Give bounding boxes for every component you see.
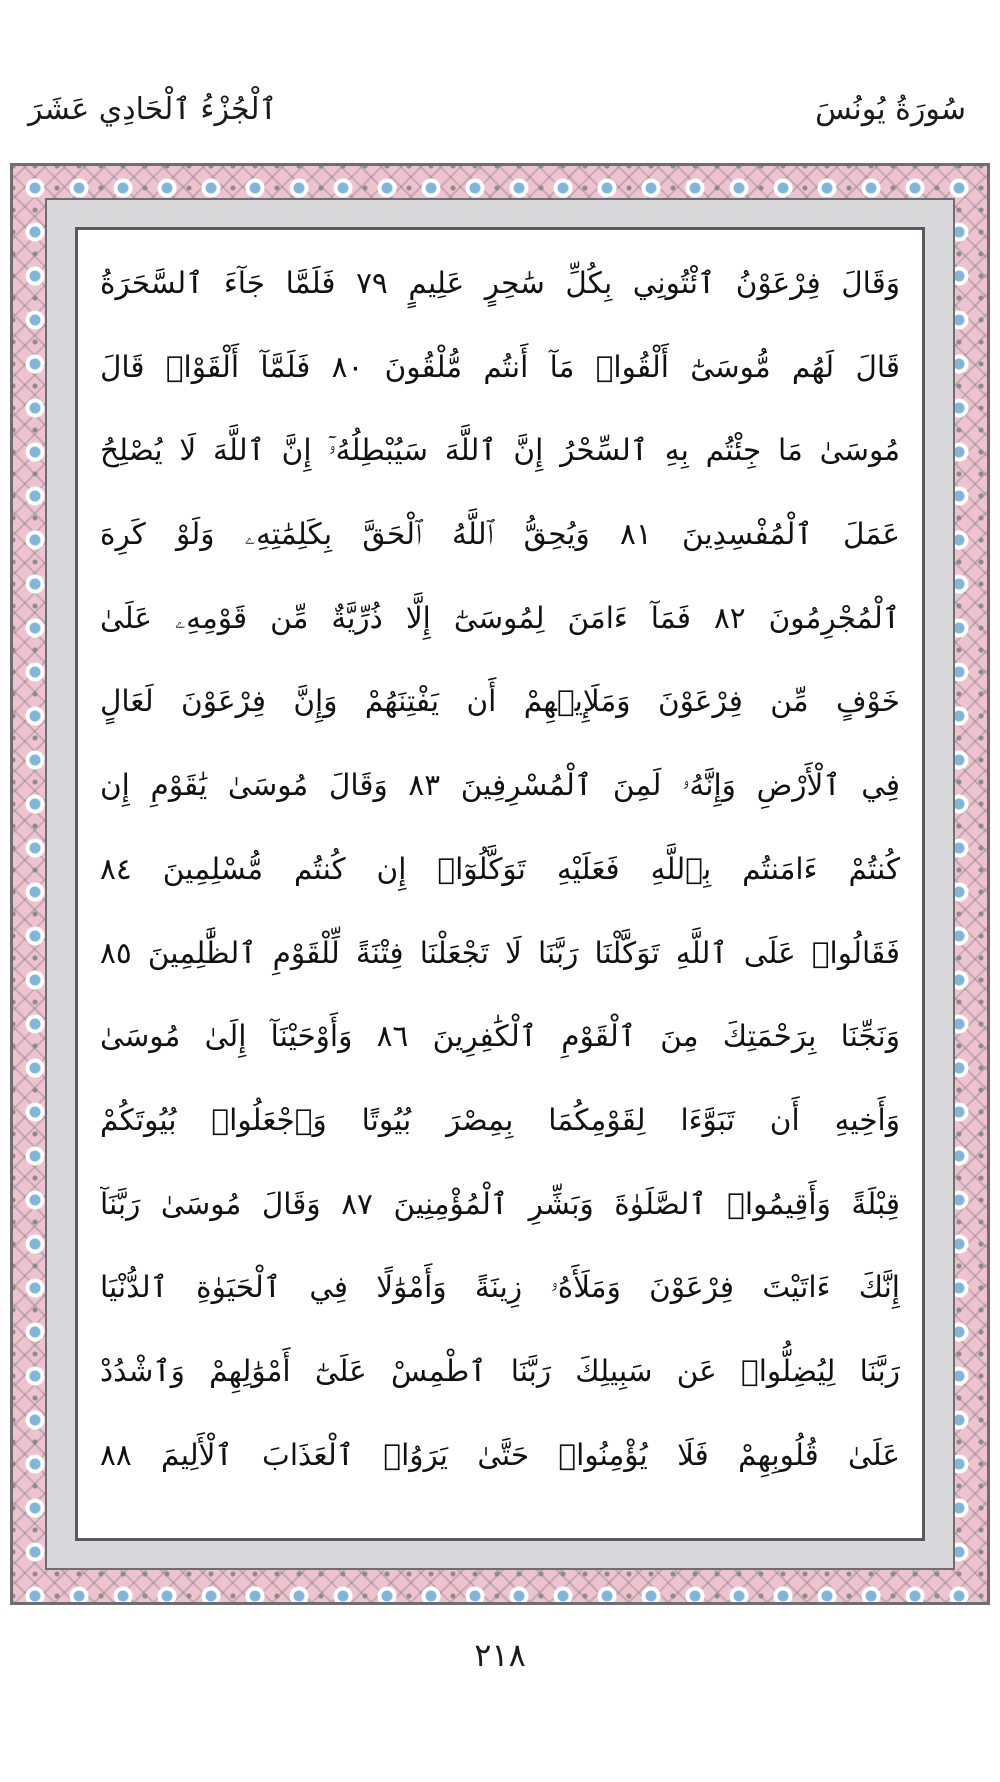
text-line: فَقَالُوا۟ عَلَى ٱللَّهِ تَوَكَّلْنَا رَبَّنَا لَا تَجْعَلْنَا فِتْنَةً لِّلْقَوْمِ ٱلظَّٰلِمِينَ ٨٥: [100, 935, 900, 970]
text-line: عَلَىٰ قُلُوبِهِمْ فَلَا يُؤْمِنُوا۟ حَتَّىٰ يَرَوُا۟ ٱلْعَذَابَ ٱلْأَلِيمَ ٨٨: [100, 1437, 900, 1472]
text-line: وَنَجِّنَا بِرَحْمَتِكَ مِنَ ٱلْقَوْمِ ٱلْكَٰفِرِينَ ٨٦ وَأَوْحَيْنَآ إِلَىٰ مُوسَىٰ: [100, 1019, 900, 1054]
text-line: مُوسَىٰ مَا جِئْتُم بِهِ ٱلسِّحْرُ إِنَّ ٱللَّهَ سَيُبْطِلُهُۥٓ إِنَّ ٱللَّهَ لَا يُصْلِحُ: [100, 433, 900, 468]
juz-title: ٱلْجُزْءُ ٱلْحَادِي عَشَرَ: [28, 92, 278, 127]
text-line: قِبْلَةً وَأَقِيمُوا۟ ٱلصَّلَوٰةَ وَبَشِّرِ ٱلْمُؤْمِنِينَ ٨٧ وَقَالَ مُوسَىٰ رَبَّنَآ: [100, 1186, 900, 1221]
text-line: قَالَ لَهُم مُّوسَىٰٓ أَلْقُوا۟ مَآ أَنتُم مُّلْقُونَ ٨٠ فَلَمَّآ أَلْقَوْا۟ قَالَ: [100, 349, 900, 384]
text-line: وَأَخِيهِ أَن تَبَوَّءَا لِقَوْمِكُمَا بِمِصْرَ بُيُوتًا وَٱجْعَلُوا۟ بُيُوتَكُمْ: [100, 1102, 900, 1137]
ornamental-frame: [10, 163, 990, 1605]
page-number: ٢١٨: [474, 1636, 526, 1674]
text-panel: [75, 227, 925, 1541]
text-line: رَبَّنَا لِيُضِلُّوا۟ عَن سَبِيلِكَ رَبَّنَا ٱطْمِسْ عَلَىٰٓ أَمْوَٰلِهِمْ وَٱشْدُدْ: [100, 1353, 900, 1388]
surah-title: سُورَةُ يُونُسَ: [815, 92, 966, 127]
text-line: فِي ٱلْأَرْضِ وَإِنَّهُۥ لَمِنَ ٱلْمُسْرِفِينَ ٨٣ وَقَالَ مُوسَىٰ يَٰقَوْمِ إِن: [100, 768, 900, 803]
text-line: وَقَالَ فِرْعَوْنُ ٱئْتُونِي بِكُلِّ سَٰحِرٍ عَلِيمٍ ٧٩ فَلَمَّا جَآءَ ٱلسَّحَرَةُ: [100, 266, 900, 300]
text-line: إِنَّكَ ءَاتَيْتَ فِرْعَوْنَ وَمَلَأَهُۥ زِينَةً وَأَمْوَٰلًا فِي ٱلْحَيَوٰةِ ٱلدُّنْيَا: [100, 1270, 900, 1305]
text-line: خَوْفٍ مِّن فِرْعَوْنَ وَمَلَإِي۟هِمْ أَن يَفْتِنَهُمْ وَإِنَّ فِرْعَوْنَ لَعَالٍ: [100, 684, 900, 719]
text-line: عَمَلَ ٱلْمُفْسِدِينَ ٨١ وَيُحِقُّ ٱللَّهُ ٱلْحَقَّ بِكَلِمَٰتِهِۦ وَلَوْ كَرِهَ: [100, 517, 900, 552]
text-line: ٱلْمُجْرِمُونَ ٨٢ فَمَآ ءَامَنَ لِمُوسَىٰٓ إِلَّا ذُرِّيَّةٌ مِّن قَوْمِهِۦ عَلَىٰ: [100, 600, 900, 635]
text-line: كُنتُمْ ءَامَنتُم بِٱللَّهِ فَعَلَيْهِ تَوَكَّلُوٓا۟ إِن كُنتُم مُّسْلِمِينَ ٨٤: [100, 851, 900, 886]
verse-lines: [100, 242, 900, 1497]
